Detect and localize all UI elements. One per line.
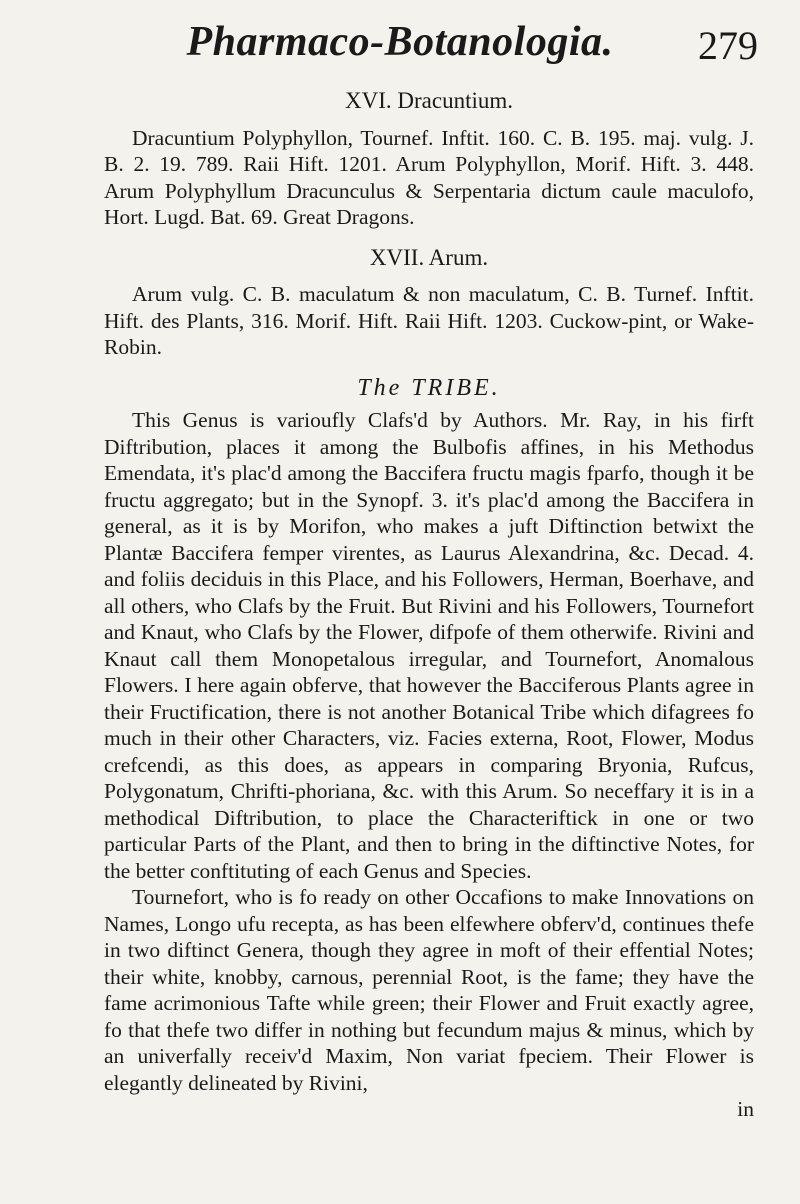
page-number: 279 [698,23,758,68]
synonymy-paragraph: Dracuntium Polyphyllon, Tournef. Inftit. 160. C. B. 195. maj. vulg. J. B. 2. 19. 789. Raii Hift. 1201. Arum Polyphyllon, Morif. Hift. 3. 448. Arum Polyphyllum Dracunculus & Serpentaria dictum caule maculofo, Hort. Lugd. Bat. 69. Great Dragons. [104,125,754,229]
synonymy-paragraph: Arum vulg. C. B. maculatum & non maculatum, C. B. Turnef. Inftit. Hift. des Plants, 316. Morif. Hift. Raii Hift. 1203. Cuckow-pint, or Wake-Robin. [104,282,754,359]
catchword: in [737,1097,754,1121]
body-paragraph: Tournefort, who is fo ready on other Occafions to make Innovations on Names, Longo ufu recepta, as has been elfewhere obferv'd, continues thefe in two diftinct Genera, though they agree in moft of their effential Notes; their white, knobby, carnous, perennial Root, is the fame; they have the fame acrimonious Tafte while green; their Flower and Fruit exactly agree, fo that thefe two differ in nothing but fecundum majus & minus, which by an univerfally receiv'd Maxim, Non variat fpeciem. Their Flower is elegantly delineated by Rivini, [104,885,754,1095]
section-heading: XVI. Dracuntium. [345,88,513,113]
body-paragraph: This Genus is varioufly Clafs'd by Authors. Mr. Ray, in his firft Diftribution, places it among the Bulbofis affines, in his Methodus Emendata, it's plac'd among the Baccifera fructu magis fparfo, though it be fructu aggregato; but in the Synopf. 3. it's plac'd among the Baccifera in general, as it is by Morifon, who makes a juft Diftinction betwixt the Plantæ Baccifera femper virentes, as Laurus Alexandrina, &c. Decad. 4. and foliis deciduis in this Place, and his Followers, Herman, Boerhave, and all others, who Clafs by the Fruit. But Rivini and his Followers, Tournefort and Knaut, who Clafs by the Flower, difpofe of them otherwife. Rivini and Knaut call them Monopetalous irregular, and Tournefort, Anomalous Flowers. I here again obferve, that however the Bacciferous Plants agree in their Fructification, there is not another Botanical Tribe which difagrees fo much in their other Characters, viz. Facies externa, Root, Flower, Modus crefcendi, as this does, as appears in comparing Bryonia, Rufcus, Polygonatum, Chrifti-phoriana, &c. with this Arum. So neceffary it is in a methodical Diftribution, to place the Characteriftick in one or two particular Parts of the Plant, and then to bring in the diftinctive Notes, for the better conftituting of each Genus and Species. [104,408,754,883]
tribe-heading: The TRIBE. [357,374,501,401]
page-body [104,82,754,1123]
section-heading: XVII. Arum. [369,244,489,270]
page-header [0,8,800,76]
running-title: Pharmaco-Botanologia. [186,19,614,65]
